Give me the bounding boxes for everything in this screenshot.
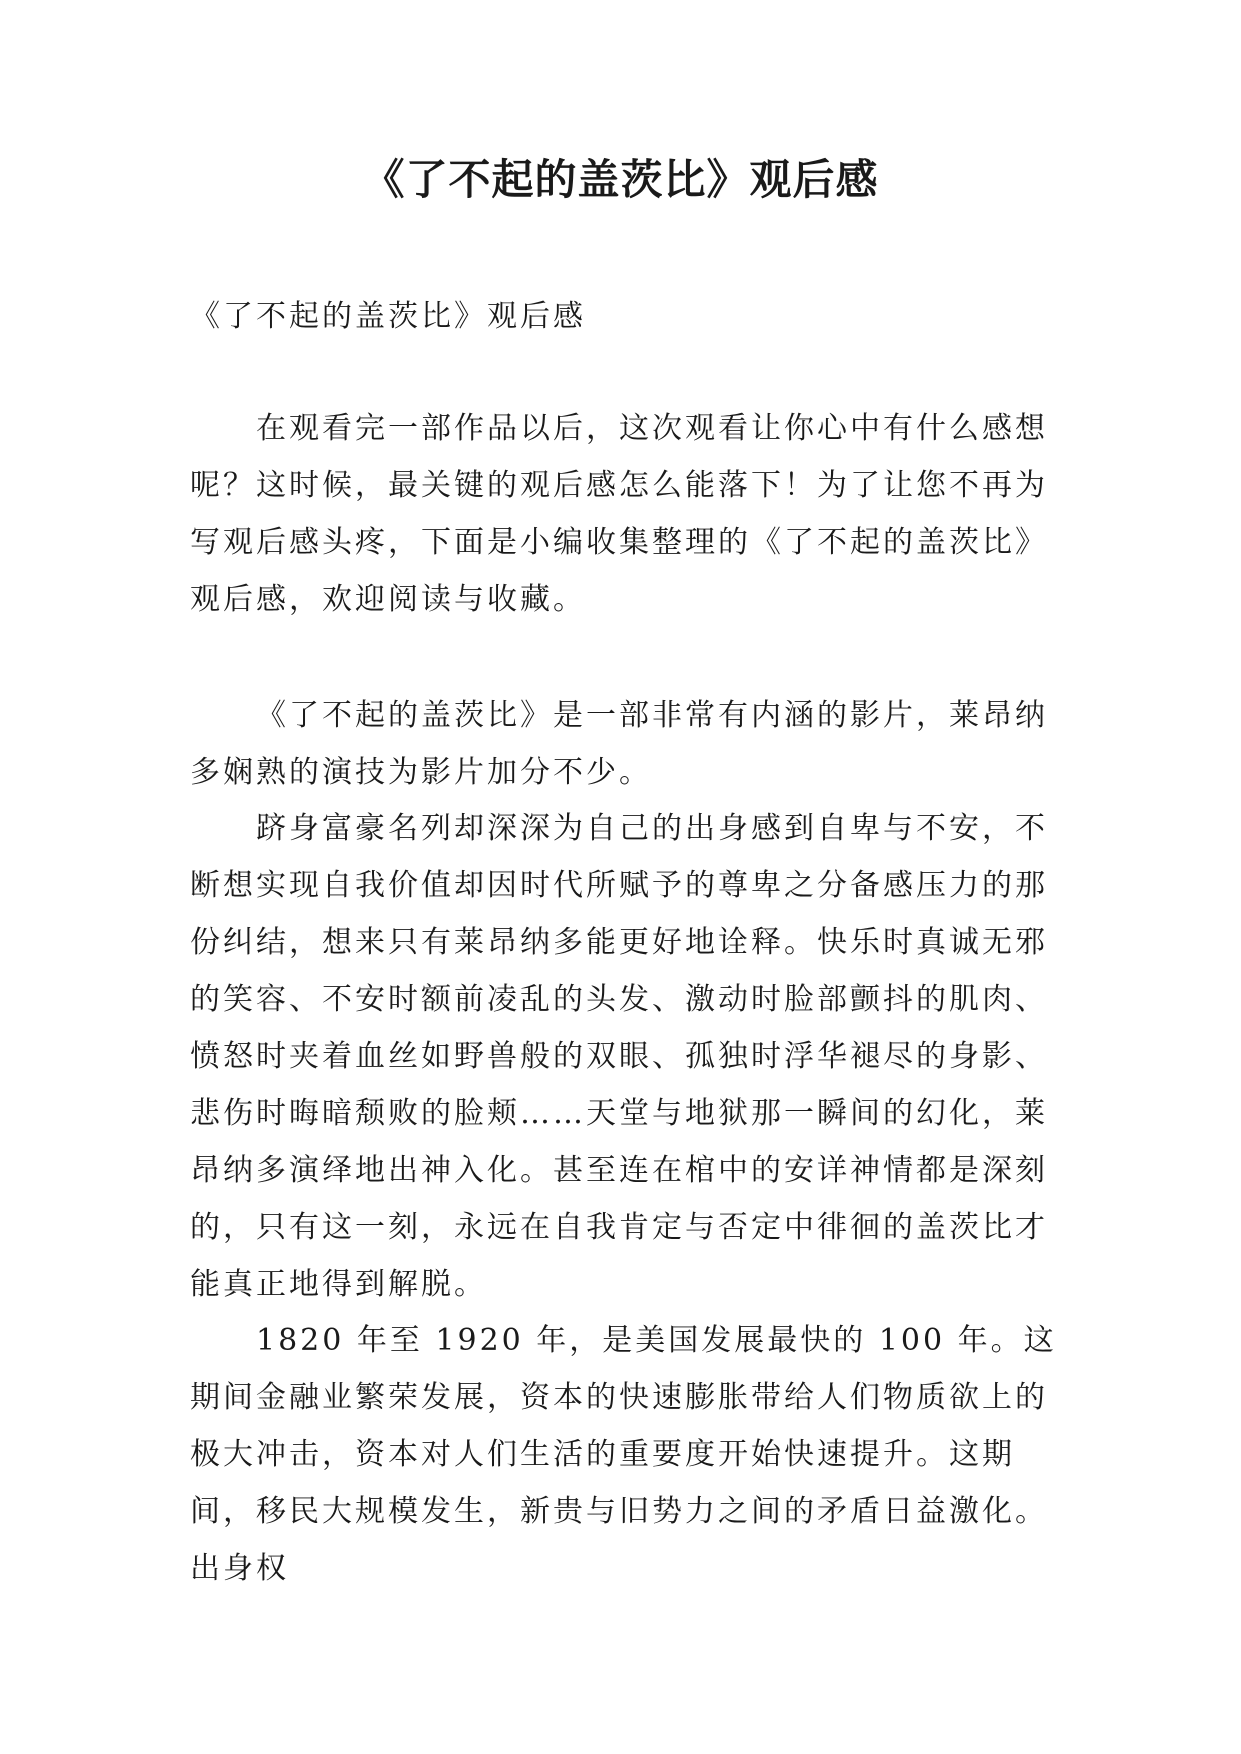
- paragraph-2: 《了不起的盖茨比》是一部非常有内涵的影片，莱昂纳多娴熟的演技为影片加分不少。: [190, 698, 1048, 790]
- document-title: 《了不起的盖茨比》观后感: [362, 155, 879, 204]
- document-subtitle: 《了不起的盖茨比》观后感: [190, 299, 586, 334]
- paragraph-3: 跻身富豪名列却深深为自己的出身感到自卑与不安，不断想实现自我价值却因时代所赋予的尊卑之分备感压力的那份纠结，想来只有莱昂纳多能更好地诠释。快乐时真诚无邪的笑容、不安时额前凌乱的头发、激动时脸部颤抖的肌肉、愤怒时夹着血丝如野兽般的双眼、孤独时浮华褪尽的身影、悲伤时晦暗颓败的脸颊……天堂与地狱那一瞬间的幻化，莱昂纳多演绎地出神入化。甚至连在棺中的安详神情都是深刻的，只有这一刻，永远在自我肯定与否定中徘徊的盖茨比才能真正地得到解脱。: [190, 811, 1048, 1302]
- paragraph-4: 1820 年至 1920 年，是美国发展最快的 100 年。这期间金融业繁荣发展，资本的快速膨胀带给人们物质欲上的极大冲击，资本对人们生活的重要度开始快速提升。这期间，移民大规模发生，新贵与旧势力之间的矛盾日益激化。出身权: [190, 1323, 1057, 1586]
- paragraph-intro: 在观看完一部作品以后，这次观看让你心中有什么感想呢？这时候，最关键的观后感怎么能落下！为了让您不再为写观后感头疼，下面是小编收集整理的《了不起的盖茨比》观后感，欢迎阅读与收藏。: [190, 411, 1048, 617]
